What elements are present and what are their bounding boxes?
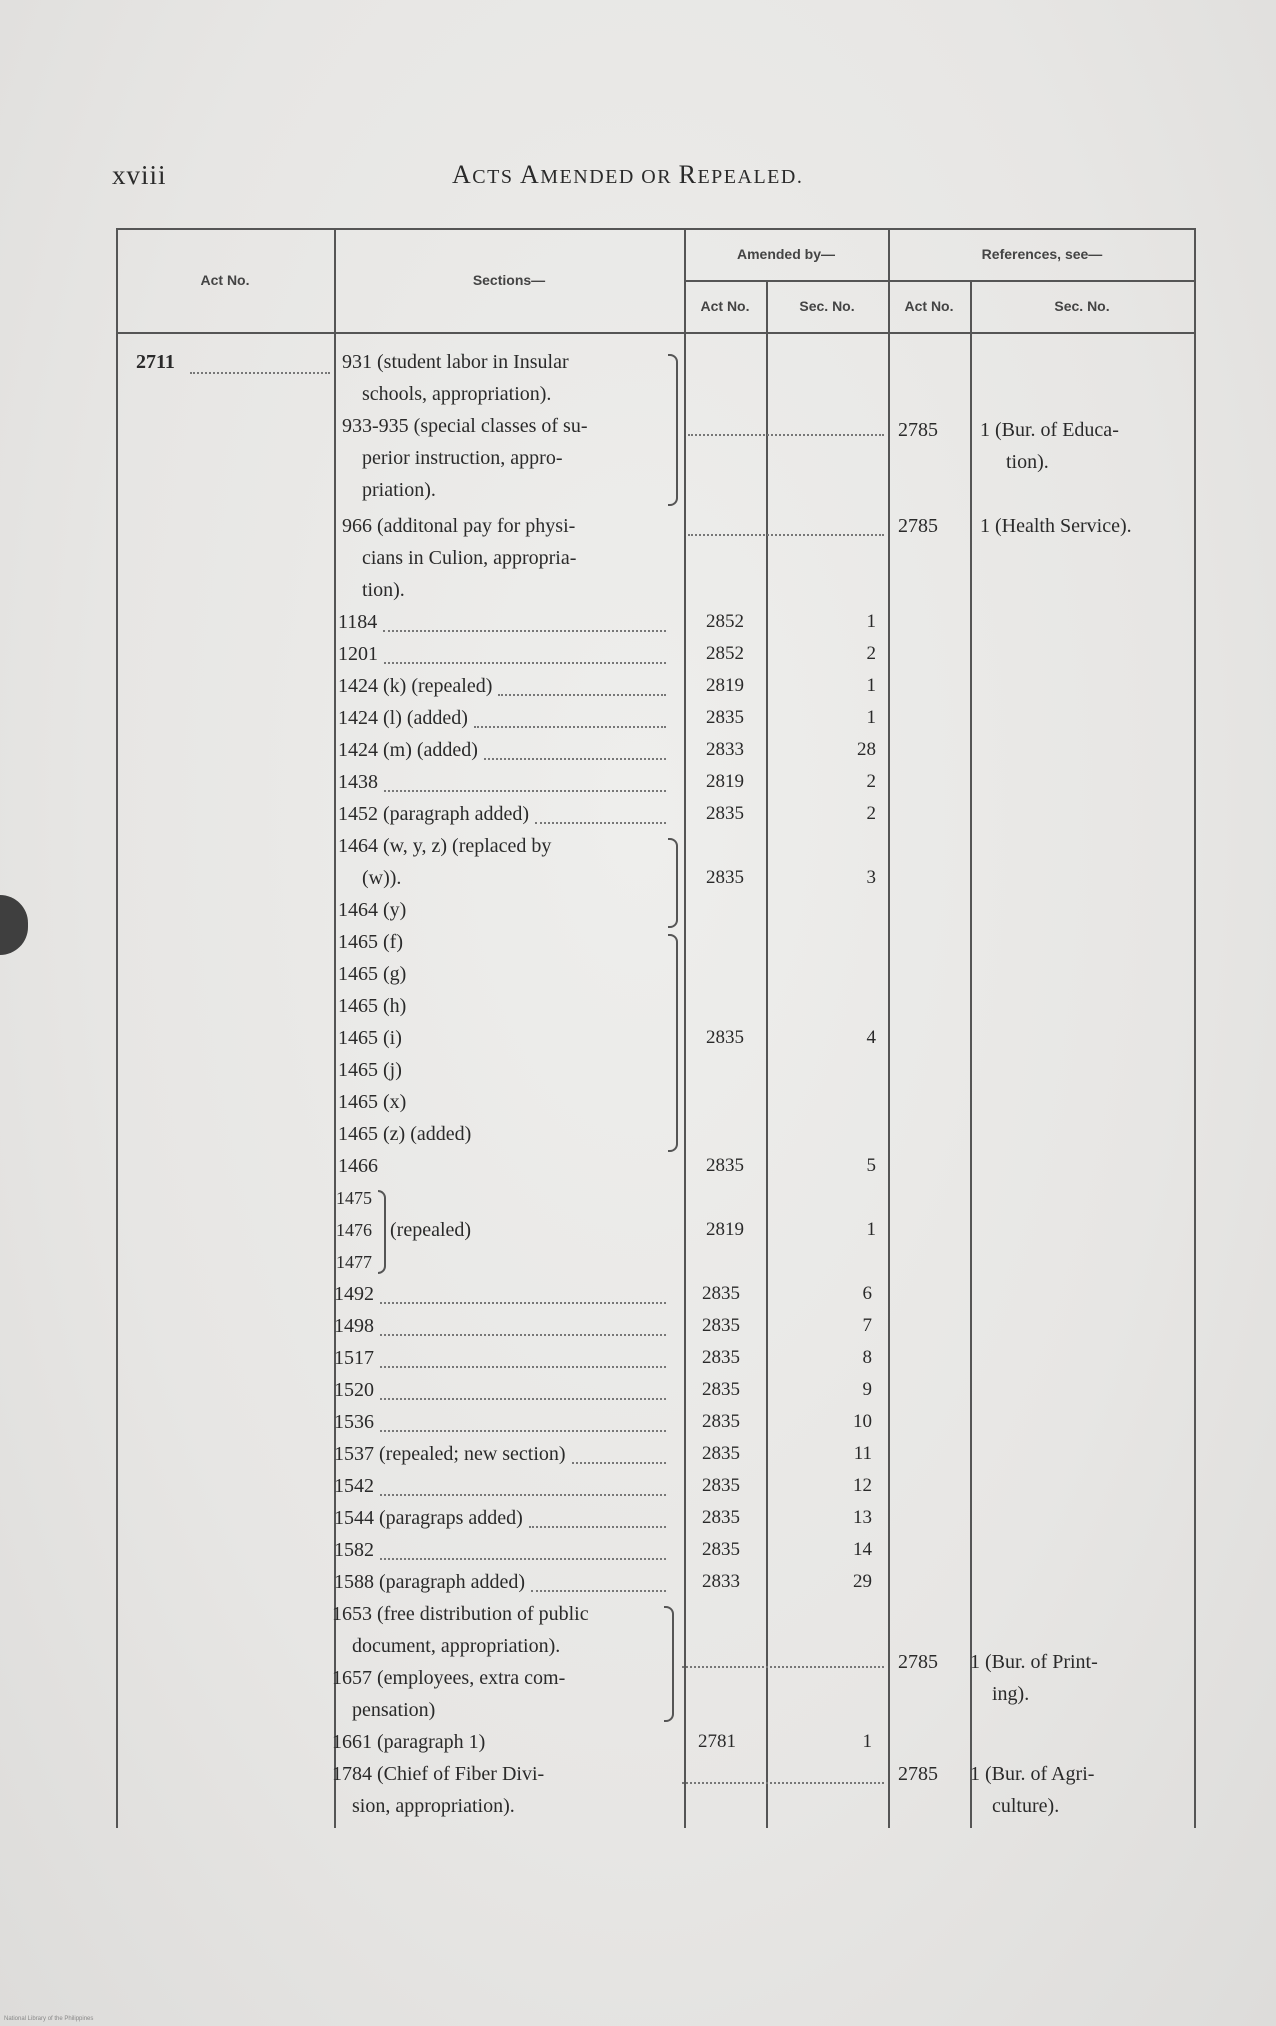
section-1464-line1: 1464 (w, y, z) (replaced by — [338, 835, 552, 857]
header-act-no: Act No. — [200, 272, 250, 288]
subheader-rule — [684, 280, 1196, 282]
leader-dots — [380, 1366, 666, 1368]
amended-act-1465: 2835 — [706, 1027, 744, 1048]
amended-sec: 7 — [862, 1315, 872, 1336]
leader-dots — [190, 372, 330, 374]
ref-act-2785-health: 2785 — [898, 515, 938, 537]
ref-sec-educ-line1: 1 (Bur. of Educa- — [980, 419, 1119, 441]
leader-dots — [572, 1462, 666, 1464]
ref-sec-agri-line2: culture). — [992, 1795, 1060, 1817]
section-1465x: 1465 (x) — [338, 1091, 407, 1113]
leader-dots — [688, 434, 884, 436]
amended-sec-1464: 3 — [866, 867, 876, 888]
section-966-line3: tion). — [362, 579, 405, 601]
header-sections: Sections— — [472, 272, 546, 288]
table-top-rule — [116, 228, 1196, 230]
amended-act: 2835 — [702, 1539, 740, 1560]
amended-act: 2833 — [706, 739, 744, 760]
section-1653-line1: 1653 (free distribution of public — [332, 1603, 589, 1625]
amended-sec: 8 — [862, 1347, 872, 1368]
amended-sec: 2 — [866, 803, 876, 824]
page-title: ACTS AMENDED OR REPEALED. — [452, 160, 804, 189]
amended-act: 2835 — [702, 1411, 740, 1432]
amended-act: 2819 — [706, 771, 744, 792]
scan-footer: National Library of the Philippines — [4, 2016, 94, 2022]
section-966-line1: 966 (additonal pay for physi- — [342, 515, 576, 537]
section-933-line2: perior instruction, appro- — [362, 447, 563, 469]
amended-act: 2835 — [702, 1507, 740, 1528]
running-head — [112, 160, 1212, 200]
table-row: 1201 — [338, 643, 378, 665]
header-bottom-rule — [116, 332, 1196, 334]
section-1657-line2: pensation) — [352, 1699, 436, 1721]
section-1784-line2: sion, appropriation). — [352, 1795, 515, 1817]
section-1465i: 1465 (i) — [338, 1027, 402, 1049]
amended-sec-1465: 4 — [866, 1027, 876, 1048]
section-1465g: 1465 (g) — [338, 963, 407, 985]
amended-act-1475: 2819 — [706, 1219, 744, 1240]
leader-dots — [384, 790, 666, 792]
amended-sec: 13 — [853, 1507, 872, 1528]
header-amended-sec-no: Sec. No. — [799, 298, 855, 314]
amended-sec: 1 — [866, 675, 876, 696]
section-1661: 1661 (paragraph 1) — [332, 1731, 486, 1753]
amended-act: 2835 — [706, 707, 744, 728]
amended-sec: 2 — [866, 771, 876, 792]
note-repealed: (repealed) — [390, 1219, 472, 1241]
ref-act-2785-educ: 2785 — [898, 419, 938, 441]
amended-sec: 28 — [857, 739, 876, 760]
ref-act-2785-agri: 2785 — [898, 1763, 938, 1785]
table-row: 1492 — [334, 1283, 374, 1305]
page-number: xviii — [112, 160, 167, 190]
section-931-line2: schools, appropriation). — [362, 383, 552, 405]
leader-dots — [484, 758, 666, 760]
table-row: 1424 (m) (added) — [338, 739, 478, 761]
ref-sec-health: 1 (Health Service). — [980, 515, 1132, 537]
table-row: 1582 — [334, 1539, 374, 1561]
header-amended-by: Amended by— — [736, 246, 835, 262]
amended-sec: 10 — [853, 1411, 872, 1432]
table-row: 1536 — [334, 1411, 374, 1433]
amended-sec: 29 — [853, 1571, 872, 1592]
edge-blot — [0, 895, 28, 955]
table-row: 1542 — [334, 1475, 374, 1497]
amended-sec-1466: 5 — [866, 1155, 876, 1176]
leader-dots — [498, 694, 666, 696]
leader-dots — [682, 1666, 884, 1668]
leader-dots — [380, 1334, 666, 1336]
amended-sec: 1 — [866, 707, 876, 728]
header-ref-act-no: Act No. — [904, 298, 954, 314]
amended-act: 2835 — [702, 1475, 740, 1496]
amended-act: 2852 — [706, 611, 744, 632]
leader-dots — [682, 1782, 884, 1784]
section-1657-line1: 1657 (employees, extra com- — [332, 1667, 566, 1689]
table-row: 1424 (l) (added) — [338, 707, 468, 729]
section-1465f: 1465 (f) — [338, 931, 403, 953]
leader-dots — [688, 534, 884, 536]
amended-act: 2835 — [702, 1347, 740, 1368]
brace-1464 — [668, 838, 678, 928]
amended-act: 2833 — [702, 1571, 740, 1592]
col-line-2 — [684, 228, 686, 1828]
leader-dots — [529, 1526, 666, 1528]
table-row: 1517 — [334, 1347, 374, 1369]
amended-act: 2835 — [702, 1315, 740, 1336]
table-row: 1184 — [338, 611, 378, 633]
table-row: 1424 (k) (repealed) — [338, 675, 493, 697]
section-1465j: 1465 (j) — [338, 1059, 402, 1081]
amended-sec: 9 — [862, 1379, 872, 1400]
col-line-5 — [970, 280, 972, 1828]
ref-sec-print-line1: 1 (Bur. of Print- — [970, 1651, 1098, 1673]
section-933-line1: 933-935 (special classes of su- — [342, 415, 588, 437]
leader-dots — [474, 726, 666, 728]
amended-sec-1475: 1 — [866, 1219, 876, 1240]
table-row: 1498 — [334, 1315, 374, 1337]
brace-1475 — [378, 1190, 386, 1274]
brace-1653-1657 — [664, 1606, 674, 1722]
section-1784-line1: 1784 (Chief of Fiber Divi- — [332, 1763, 545, 1785]
amended-act: 2835 — [706, 803, 744, 824]
leader-dots — [380, 1558, 666, 1560]
leader-dots — [380, 1398, 666, 1400]
leader-dots — [380, 1302, 666, 1304]
leader-dots — [535, 822, 666, 824]
header-amended-act-no: Act No. — [700, 298, 750, 314]
table-row: 1438 — [338, 771, 378, 793]
section-1464-line2: (w)). — [362, 867, 402, 889]
acts-table — [116, 228, 1196, 1828]
col-line-4 — [888, 228, 890, 1828]
section-931-line1: 931 (student labor in Insular — [342, 351, 569, 373]
table-row: 1520 — [334, 1379, 374, 1401]
col-line-3 — [766, 280, 768, 1828]
table-row: 1544 (paragraps added) — [334, 1507, 523, 1529]
leader-dots — [383, 630, 666, 632]
leader-dots — [531, 1590, 666, 1592]
amended-act: 2835 — [702, 1283, 740, 1304]
brace-931-935 — [668, 354, 678, 506]
section-1465h: 1465 (h) — [338, 995, 407, 1017]
amended-sec-1661: 1 — [862, 1731, 872, 1752]
section-1477: 1477 — [336, 1252, 372, 1272]
amended-act: 2852 — [706, 643, 744, 664]
amended-sec: 11 — [853, 1443, 872, 1464]
header-ref-sec-no: Sec. No. — [1054, 298, 1110, 314]
leader-dots — [380, 1494, 666, 1496]
leader-dots — [384, 662, 666, 664]
table-row: 1588 (paragraph added) — [334, 1571, 526, 1593]
amended-sec: 6 — [862, 1283, 872, 1304]
section-966-line2: cians in Culion, appropria- — [362, 547, 577, 569]
amended-act: 2835 — [702, 1443, 740, 1464]
section-1465z: 1465 (z) (added) — [338, 1123, 472, 1145]
amended-sec: 2 — [866, 643, 876, 664]
amended-sec: 14 — [853, 1539, 872, 1560]
table-row: 1537 (repealed; new section) — [334, 1443, 566, 1465]
section-1476: 1476 — [336, 1220, 372, 1240]
section-1475: 1475 — [336, 1188, 372, 1208]
ref-sec-educ-line2: tion). — [1006, 451, 1049, 473]
brace-1465 — [668, 934, 678, 1152]
leader-dots — [380, 1430, 666, 1432]
section-1653-line2: document, appropriation). — [352, 1635, 561, 1657]
ref-act-2785-print: 2785 — [898, 1651, 938, 1673]
amended-sec: 1 — [866, 611, 876, 632]
header-references: References, see— — [981, 246, 1103, 262]
amended-act: 2835 — [702, 1379, 740, 1400]
section-1466: 1466 — [338, 1155, 378, 1177]
table-row: 1452 (paragraph added) — [338, 803, 530, 825]
amended-act-1661: 2781 — [698, 1731, 736, 1752]
col-line-0 — [116, 228, 118, 1828]
amended-act: 2819 — [706, 675, 744, 696]
section-933-line3: priation). — [362, 479, 436, 501]
amended-sec: 12 — [853, 1475, 872, 1496]
ref-sec-agri-line1: 1 (Bur. of Agri- — [970, 1763, 1095, 1785]
section-1464y: 1464 (y) — [338, 899, 407, 921]
amended-act-1464: 2835 — [706, 867, 744, 888]
ref-sec-print-line2: ing). — [992, 1683, 1030, 1705]
act-number: 2711 — [136, 351, 175, 373]
amended-act-1466: 2835 — [706, 1155, 744, 1176]
col-line-6 — [1194, 228, 1196, 1828]
